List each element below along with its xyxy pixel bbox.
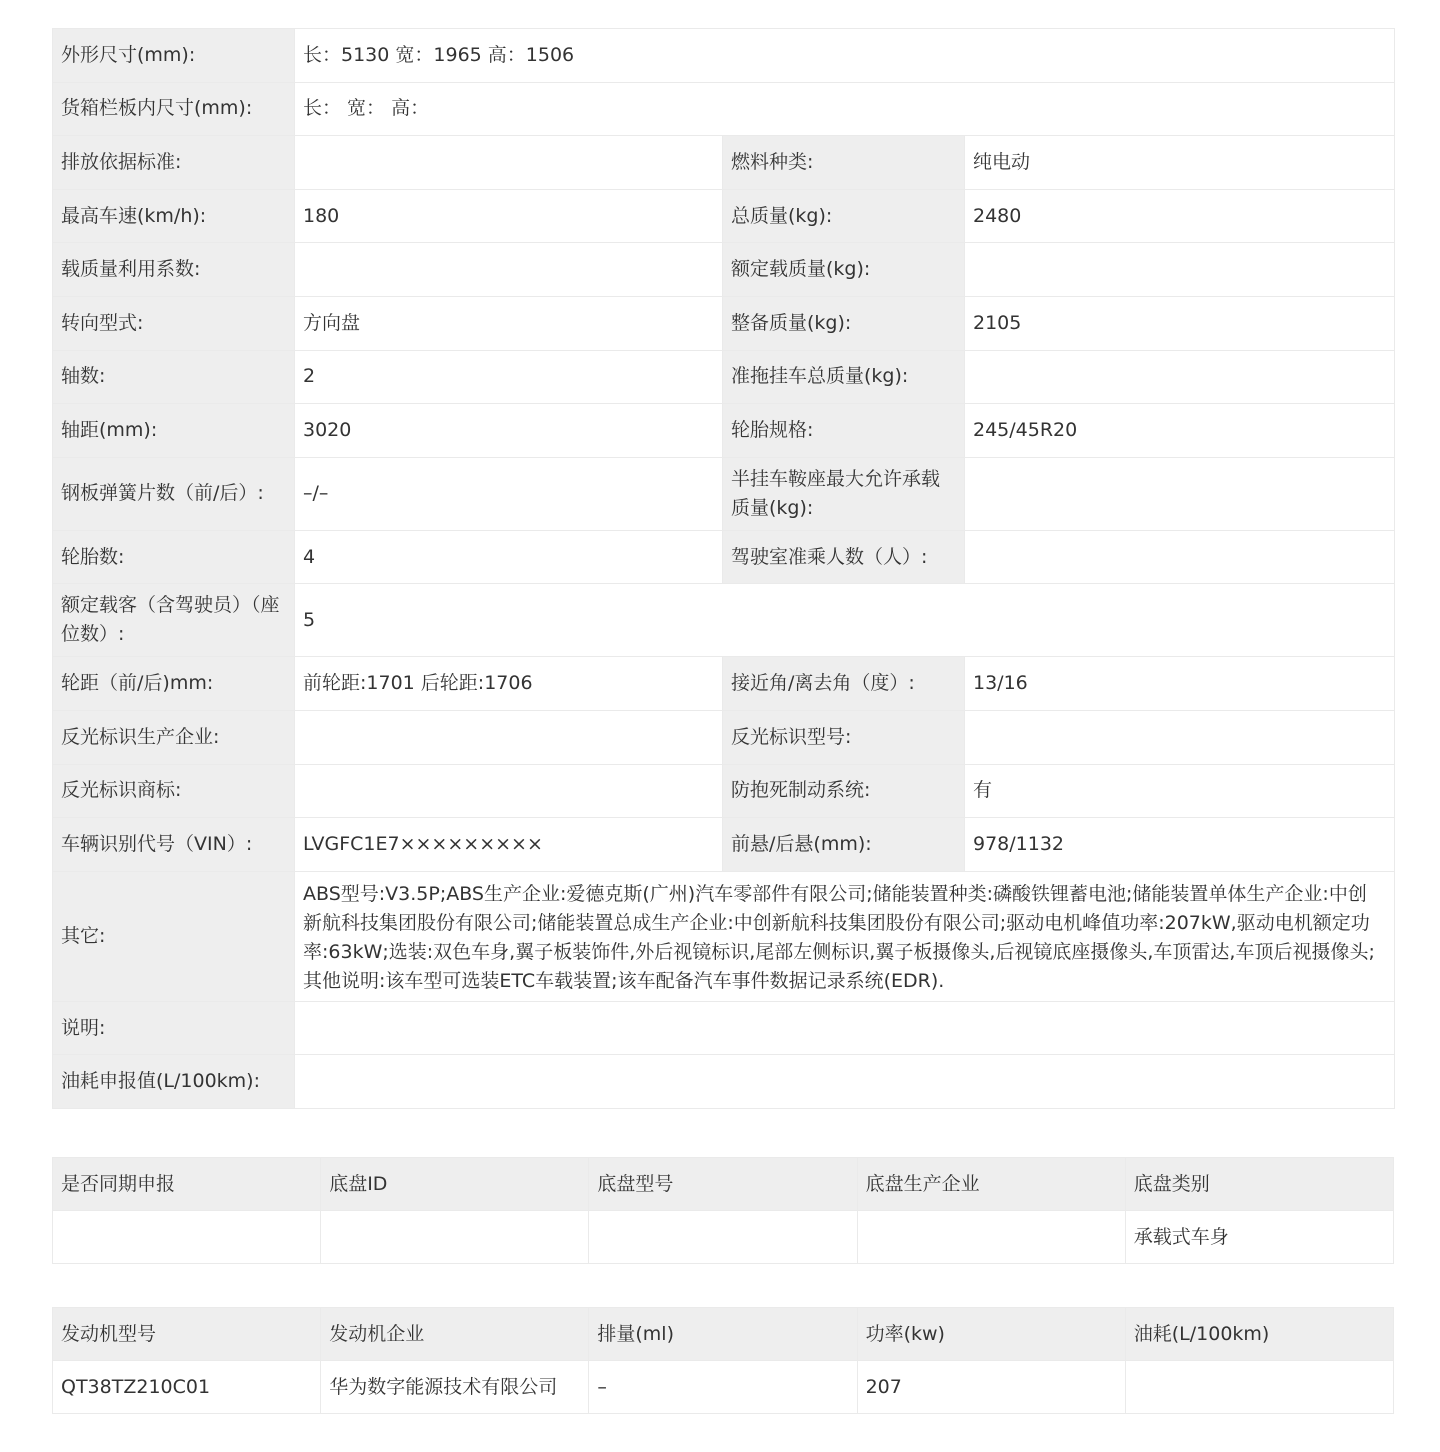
spec-table xyxy=(52,28,1395,1109)
spec-label: 总质量(kg): xyxy=(723,189,965,243)
table-cell: 承载式车身 xyxy=(1125,1211,1393,1264)
spec-label: 轮胎规格: xyxy=(723,404,965,458)
spec-row-other xyxy=(53,871,1395,1001)
column-header: 底盘生产企业 xyxy=(857,1158,1125,1211)
table-row xyxy=(53,1211,1394,1264)
spec-label: 最高车速(km/h): xyxy=(53,189,295,243)
spec-row xyxy=(53,296,1395,350)
spec-label: 钢板弹簧片数（前/后）: xyxy=(53,457,295,530)
spec-label: 货箱栏板内尺寸(mm): xyxy=(53,82,295,136)
spec-value xyxy=(295,1055,1395,1109)
spec-value xyxy=(965,457,1395,530)
spec-row xyxy=(53,657,1395,711)
spec-value: 长：5130 宽：1965 高：1506 xyxy=(295,29,1395,83)
spec-value xyxy=(965,710,1395,764)
spec-value xyxy=(295,1001,1395,1055)
spec-value: 2105 xyxy=(965,296,1395,350)
spec-value: 5 xyxy=(295,584,1395,657)
spec-value: 2480 xyxy=(965,189,1395,243)
spec-row xyxy=(53,710,1395,764)
spec-value: 纯电动 xyxy=(965,136,1395,190)
spec-row xyxy=(53,530,1395,584)
table-cell xyxy=(53,1211,321,1264)
spec-value xyxy=(295,710,723,764)
spec-label: 反光标识型号: xyxy=(723,710,965,764)
table-cell xyxy=(857,1211,1125,1264)
table-row xyxy=(53,1361,1394,1414)
spec-value: –/– xyxy=(295,457,723,530)
spec-label: 说明: xyxy=(53,1001,295,1055)
spec-label: 前悬/后悬(mm): xyxy=(723,818,965,872)
spec-label: 防抱死制动系统: xyxy=(723,764,965,818)
spec-row xyxy=(53,764,1395,818)
spec-label: 额定载客（含驾驶员）（座位数）: xyxy=(53,584,295,657)
spec-value: 有 xyxy=(965,764,1395,818)
table-cell: 华为数字能源技术有限公司 xyxy=(321,1361,589,1414)
column-header: 底盘ID xyxy=(321,1158,589,1211)
spec-row xyxy=(53,818,1395,872)
column-header: 发动机型号 xyxy=(53,1308,321,1361)
spec-label: 油耗申报值(L/100km): xyxy=(53,1055,295,1109)
table-header-row xyxy=(53,1158,1394,1211)
spec-row-fuel xyxy=(53,1055,1395,1109)
table-header-row xyxy=(53,1308,1394,1361)
spec-label: 反光标识生产企业: xyxy=(53,710,295,764)
column-header: 是否同期申报 xyxy=(53,1158,321,1211)
spec-label: 排放依据标准: xyxy=(53,136,295,190)
spec-label: 驾驶室准乘人数（人）: xyxy=(723,530,965,584)
spec-label: 整备质量(kg): xyxy=(723,296,965,350)
engine-table xyxy=(52,1307,1394,1414)
spec-label: 轮胎数: xyxy=(53,530,295,584)
table-cell: 207 xyxy=(857,1361,1125,1414)
spec-row xyxy=(53,350,1395,404)
spec-label: 转向型式: xyxy=(53,296,295,350)
spec-value: 3020 xyxy=(295,404,723,458)
table-cell xyxy=(321,1211,589,1264)
table-cell: – xyxy=(589,1361,857,1414)
spec-label: 准拖挂车总质量(kg): xyxy=(723,350,965,404)
spec-row-cargo-box xyxy=(53,82,1395,136)
column-header: 排量(ml) xyxy=(589,1308,857,1361)
spec-label: 车辆识别代号（VIN）: xyxy=(53,818,295,872)
column-header: 底盘型号 xyxy=(589,1158,857,1211)
spec-value xyxy=(965,350,1395,404)
spec-row-dimensions xyxy=(53,29,1395,83)
spec-row-note xyxy=(53,1001,1395,1055)
spec-label: 轴数: xyxy=(53,350,295,404)
column-header: 底盘类别 xyxy=(1125,1158,1393,1211)
spec-label: 载质量利用系数: xyxy=(53,243,295,297)
spec-row-passengers xyxy=(53,584,1395,657)
spec-row xyxy=(53,189,1395,243)
spec-value xyxy=(295,136,723,190)
table-cell xyxy=(1125,1361,1393,1414)
spec-label: 外形尺寸(mm): xyxy=(53,29,295,83)
spec-value xyxy=(965,530,1395,584)
spec-value: ABS型号:V3.5P;ABS生产企业:爱德克斯(广州)汽车零部件有限公司;储能装置种类:磷酸铁锂蓄电池;储能装置单体生产企业:中创新航科技集团股份有限公司;储能装置总成生产企业:中创新航科技集团股份有限公司;驱动电机峰值功率:207kW,驱动电机额定功率:63kW;选装:双色车身,翼子板装饰件,外后视镜标识,尾部左侧标识,翼子板摄像头,后视镜底座摄像头,车顶雷达,车顶后视摄像头;其他说明:该车型可选装ETC车载装置;该车配备汽车事件数据记录系统(EDR). xyxy=(295,871,1395,1001)
spec-row xyxy=(53,243,1395,297)
spec-row xyxy=(53,457,1395,530)
spec-value: 4 xyxy=(295,530,723,584)
spec-value: 978/1132 xyxy=(965,818,1395,872)
column-header: 油耗(L/100km) xyxy=(1125,1308,1393,1361)
spec-label: 轮距（前/后)mm: xyxy=(53,657,295,711)
spec-value: 长： 宽： 高： xyxy=(295,82,1395,136)
spec-value xyxy=(295,243,723,297)
chassis-table xyxy=(52,1157,1394,1264)
spec-value: 方向盘 xyxy=(295,296,723,350)
spec-value: 前轮距:1701 后轮距:1706 xyxy=(295,657,723,711)
spec-value: 13/16 xyxy=(965,657,1395,711)
spec-label: 其它: xyxy=(53,871,295,1001)
spec-row xyxy=(53,404,1395,458)
spec-value xyxy=(295,764,723,818)
spec-label: 燃料种类: xyxy=(723,136,965,190)
spec-label: 轴距(mm): xyxy=(53,404,295,458)
spec-value: 2 xyxy=(295,350,723,404)
spec-label: 半挂车鞍座最大允许承载质量(kg): xyxy=(723,457,965,530)
spec-value: 245/45R20 xyxy=(965,404,1395,458)
spec-value: LVGFC1E7××××××××× xyxy=(295,818,723,872)
spec-label: 额定载质量(kg): xyxy=(723,243,965,297)
column-header: 功率(kw) xyxy=(857,1308,1125,1361)
spec-row xyxy=(53,136,1395,190)
table-cell: QT38TZ210C01 xyxy=(53,1361,321,1414)
spec-value xyxy=(965,243,1395,297)
spec-label: 接近角/离去角（度）: xyxy=(723,657,965,711)
column-header: 发动机企业 xyxy=(321,1308,589,1361)
table-cell xyxy=(589,1211,857,1264)
spec-value: 180 xyxy=(295,189,723,243)
spec-label: 反光标识商标: xyxy=(53,764,295,818)
